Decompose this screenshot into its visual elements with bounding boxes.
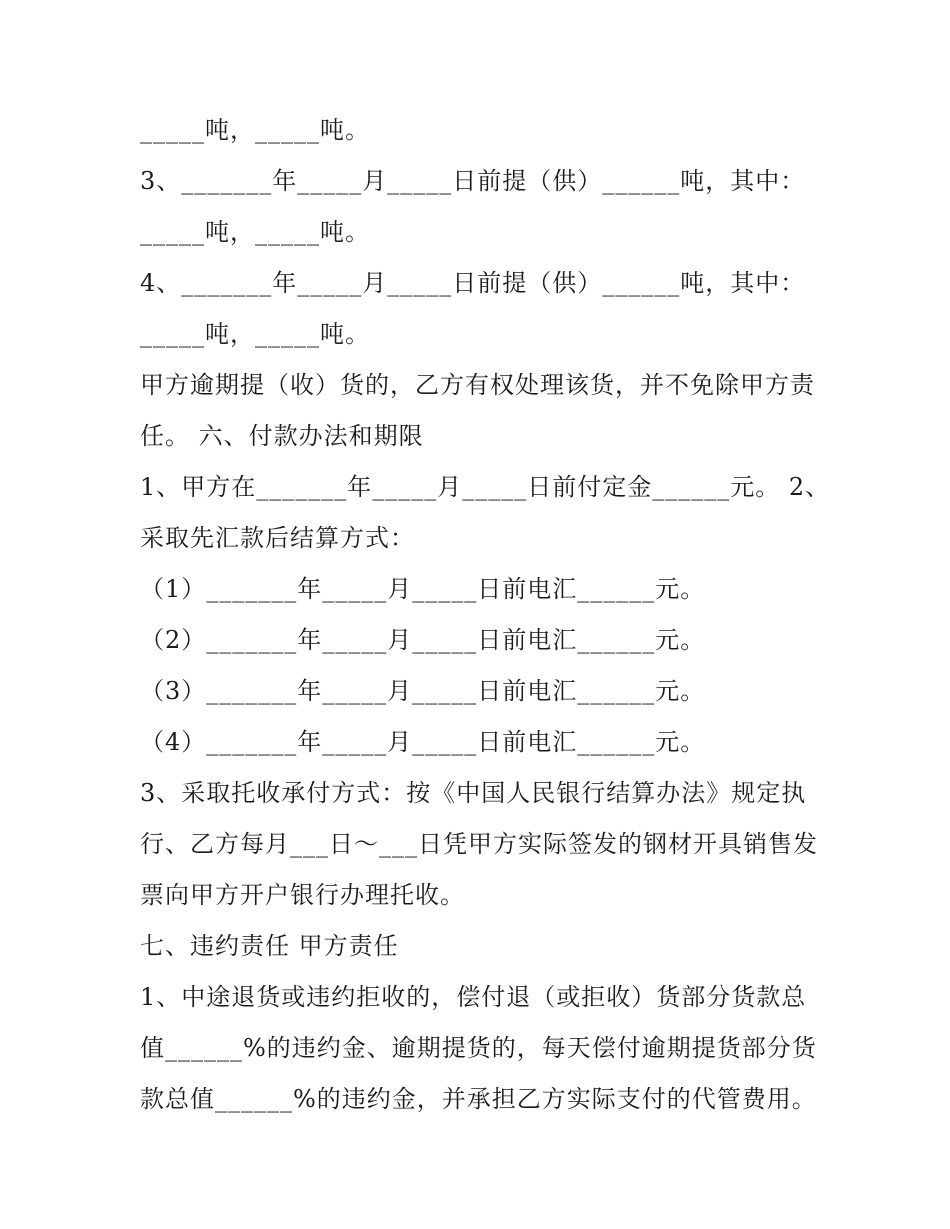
text-line: 甲方逾期提（收）货的，乙方有权处理该货，并不免除甲方责	[140, 371, 815, 399]
text-line: （2）_______年_____月_____日前电汇______元。	[140, 626, 706, 654]
text-line: 3、_______年_____月_____日前提（供）______吨，其中：	[140, 167, 806, 195]
text-line: 3、采取托收承付方式：按《中国人民银行结算办法》规定执	[140, 779, 807, 807]
text-line: 票向甲方开户银行办理托收。	[140, 881, 465, 909]
text-line: 采取先汇款后结算方式：	[140, 524, 415, 552]
text-line: （1）_______年_____月_____日前电汇______元。	[140, 575, 706, 603]
text-line: （4）_______年_____月_____日前电汇______元。	[140, 728, 706, 756]
text-line: 1、中途退货或违约拒收的，偿付退（或拒收）货部分货款总	[140, 983, 807, 1011]
text-line: 1、甲方在_______年_____月_____日前付定金______元。 2、	[140, 473, 831, 501]
text-line: 4、_______年_____月_____日前提（供）______吨，其中：	[140, 269, 806, 297]
text-line: 值______%的违约金、逾期提货的，每天偿付逾期提货部分货	[140, 1034, 817, 1062]
text-line: _____吨，_____吨。	[140, 116, 370, 144]
text-line: _____吨，_____吨。	[140, 218, 370, 246]
text-line: 款总值______%的违约金，并承担乙方实际支付的代管费用。	[140, 1085, 817, 1113]
text-line: _____吨，_____吨。	[140, 320, 370, 348]
text-line: （3）_______年_____月_____日前电汇______元。	[140, 677, 706, 705]
text-line: 行、乙方每月___日～___日凭甲方实际签发的钢材开具销售发	[140, 830, 818, 858]
text-line: 任。 六、付款办法和期限	[140, 422, 424, 450]
section-heading: 七、违约责任 甲方责任	[140, 932, 399, 960]
